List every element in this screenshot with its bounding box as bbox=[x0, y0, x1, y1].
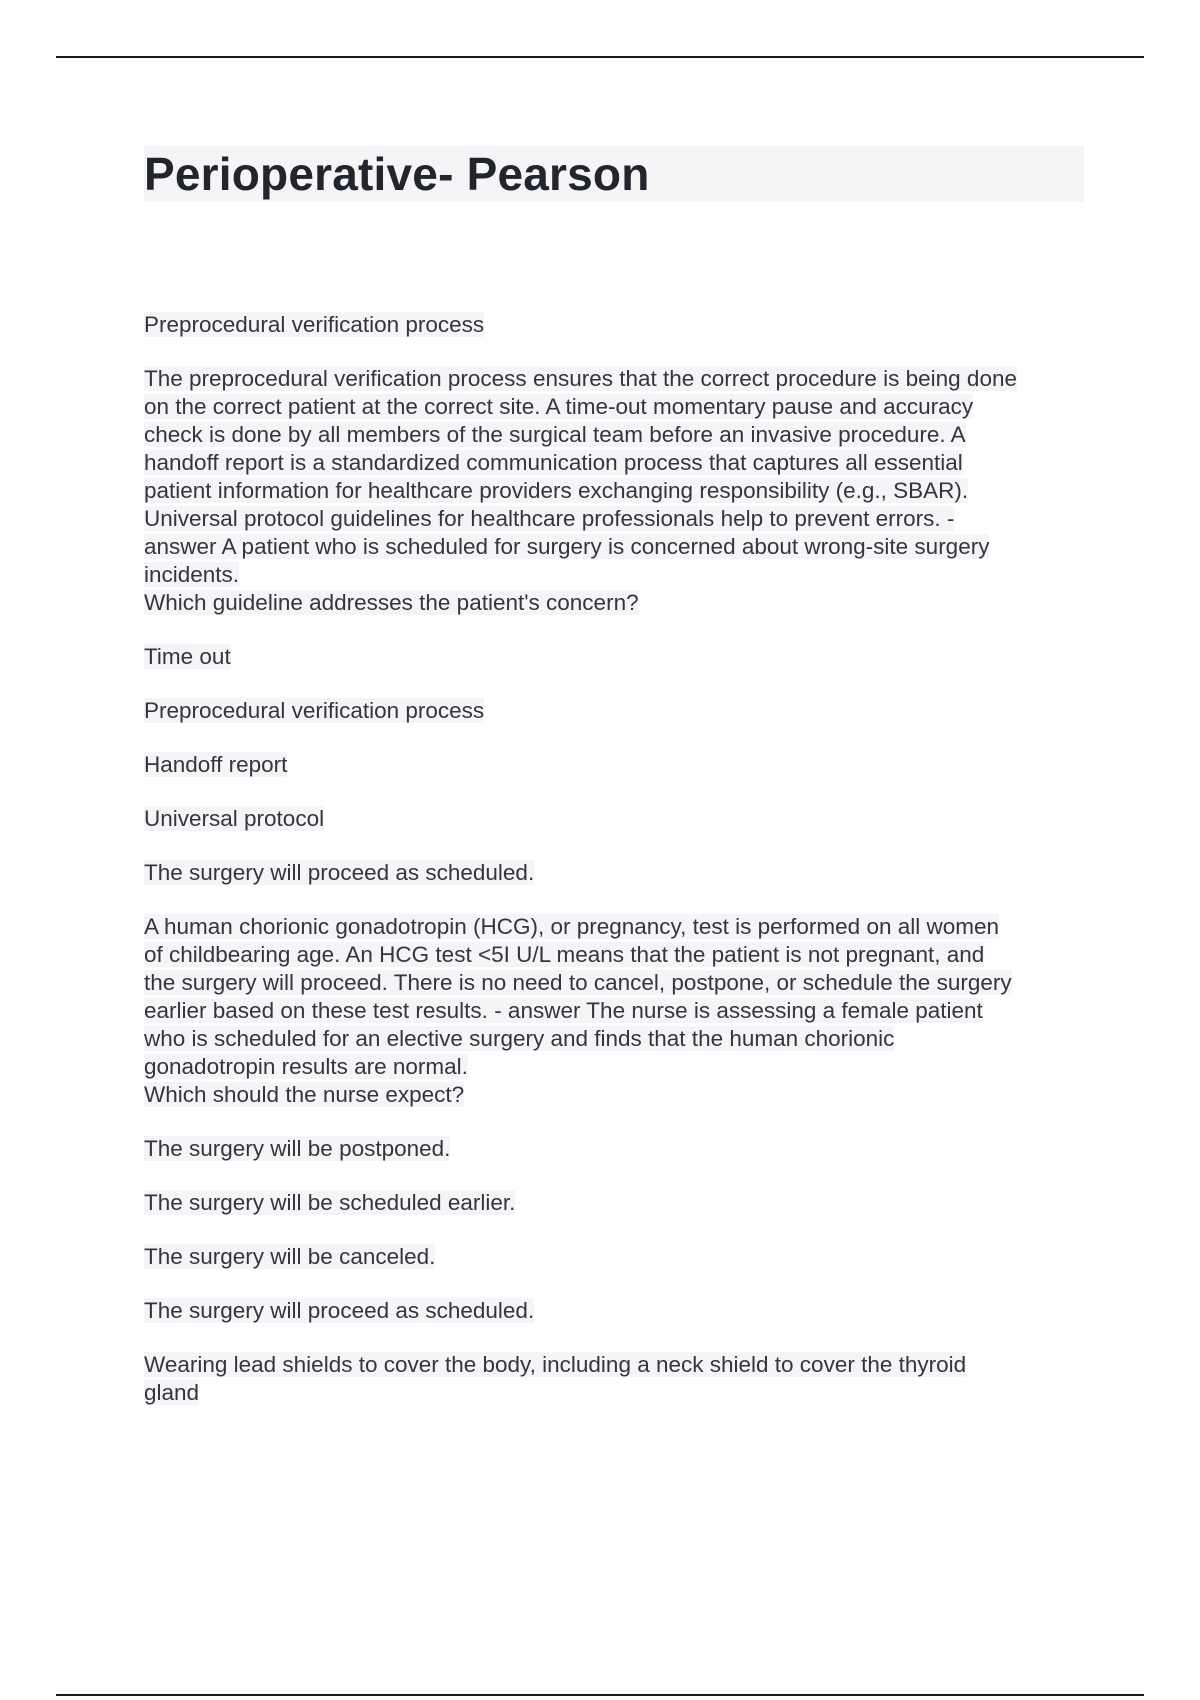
top-rule bbox=[56, 56, 1144, 58]
document-body bbox=[144, 311, 1084, 1433]
bottom-rule bbox=[56, 1694, 1144, 1696]
option-handoff-report: Handoff report bbox=[144, 752, 288, 777]
option-canceled: The surgery will be canceled. bbox=[144, 1244, 436, 1269]
option-time-out: Time out bbox=[144, 644, 231, 669]
option-universal-protocol: Universal protocol bbox=[144, 806, 325, 831]
option-preprocedural-verification: Preprocedural verification process bbox=[144, 698, 485, 723]
option-proceed-as-scheduled: The surgery will proceed as scheduled. bbox=[144, 1298, 535, 1323]
document-title: Perioperative- Pearson bbox=[144, 146, 1084, 202]
option-scheduled-earlier: The surgery will be scheduled earlier. bbox=[144, 1190, 516, 1215]
term-lead-shields: Wearing lead shields to cover the body, including a neck shield to cover the thyroid gland bbox=[144, 1352, 967, 1405]
option-postponed: The surgery will be postponed. bbox=[144, 1136, 451, 1161]
answer-explanation-2: A human chorionic gonadotropin (HCG), or pregnancy, test is performed on all women of childbearing age. An HCG test <5I U/L means that the patient is not pregnant, and the surgery will proceed. There is no need to cancel, postpone, or schedule the surgery earlier based on these test results. - answer The nurse is assessing a female patient who is scheduled for an elective surgery and finds that the human chorionic gonadotropin results are normal. Which should the nurse expect? bbox=[144, 914, 1012, 1107]
answer-explanation-1: The preprocedural verification process ensures that the correct procedure is being done on the correct patient at the correct site. A time-out momentary pause and accuracy check is done by all members of the surgical team before an invasive procedure. A handoff report is a standardized communication process that captures all essential patient information for healthcare providers exchanging responsibility (e.g., SBAR). Universal protocol guidelines for healthcare professionals help to prevent errors. - answer A patient who is scheduled for surgery is concerned about wrong-site surgery incidents. Which guideline addresses the patient's concern? bbox=[144, 366, 1017, 615]
term-preprocedural-verification: Preprocedural verification process bbox=[144, 312, 485, 337]
term-surgery-proceed: The surgery will proceed as scheduled. bbox=[144, 860, 535, 885]
